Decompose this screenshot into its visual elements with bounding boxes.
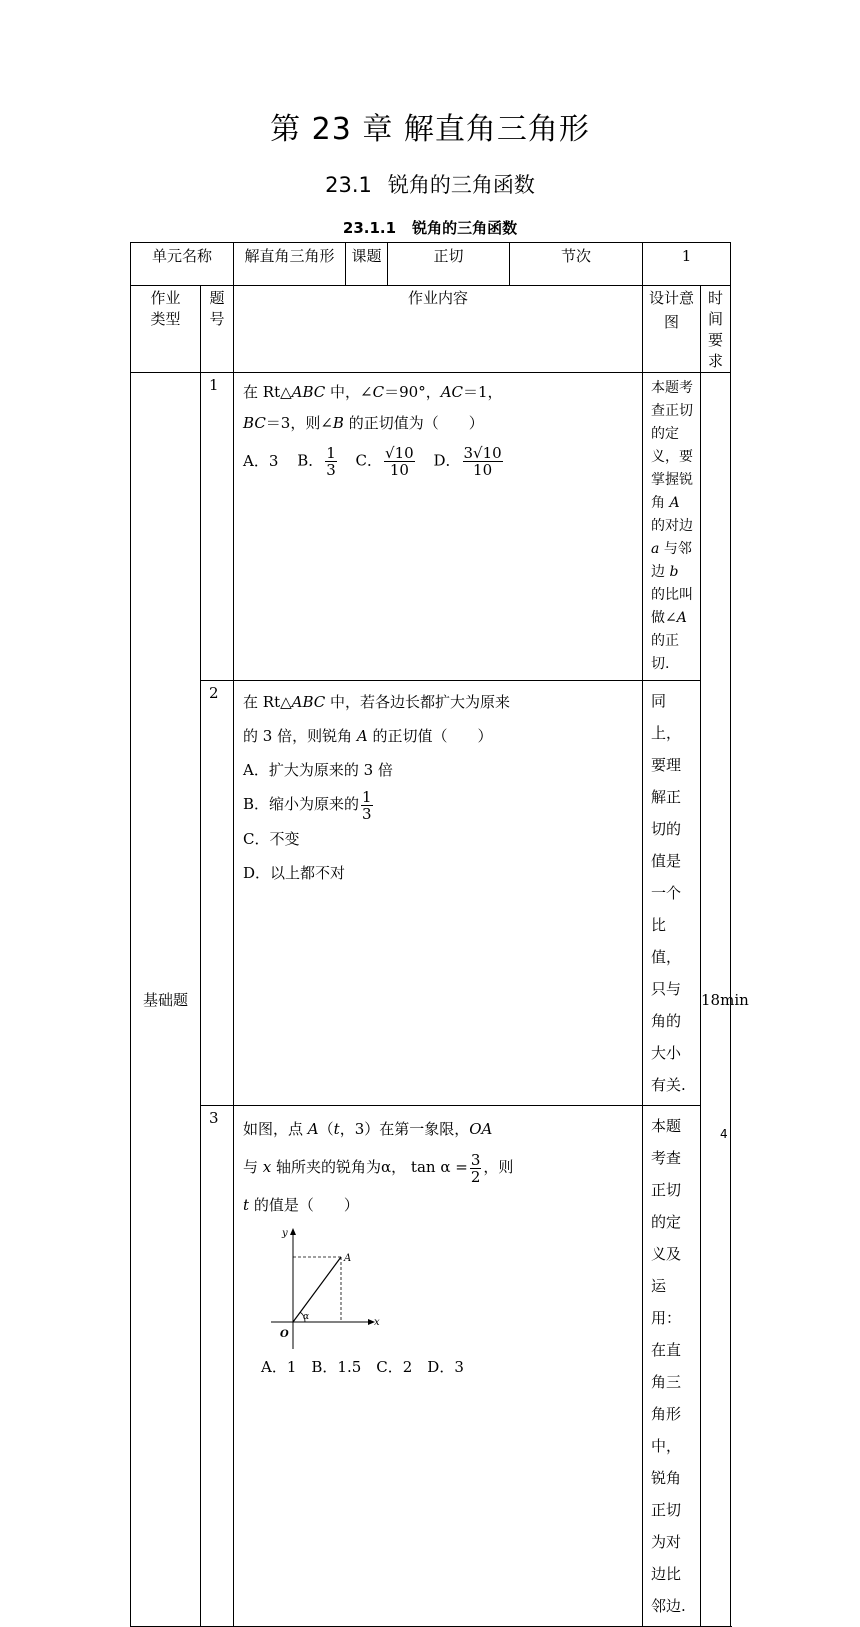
answer-options: A．1 B．1.5 C．2 D．3 (261, 1358, 464, 1376)
y-label: y (282, 1228, 288, 1239)
unit-value: 解直角三角形 (234, 243, 346, 286)
columns-row (131, 286, 731, 373)
design-intent: 本题考查正切的定义，要掌握锐角 A 的对边 a 与邻边 b 的比叫做∠A 的正切. (643, 373, 701, 681)
col-time: 时间 要求 (701, 286, 731, 373)
question-row (131, 373, 731, 681)
section-number: 23.1 (325, 173, 372, 197)
question-number: 3 (201, 1106, 234, 1627)
question-row (131, 681, 731, 1106)
subsection-title (0, 217, 860, 238)
question-content: 在 Rt△ABC 中，∠C＝90°，AC＝1， BC＝3，则∠B 的正切值为（ ） A．3 B． $\frac{1}{3}$ C． $\frac{√10}{10}$ D． $\frac{3√10}{10}$ (234, 373, 643, 681)
page-number: 4 (720, 1127, 728, 1141)
option-a: A．3 (243, 451, 279, 470)
alpha-label: α (303, 1312, 310, 1322)
fraction: $\frac{√10}{10}$ (385, 444, 414, 479)
col-type: 作业 类型 (131, 286, 201, 373)
design-intent: 同上，要理解正切的值是一个比值，只与角的大小有关. (643, 681, 701, 1106)
point-a-label: A (344, 1253, 352, 1264)
option-a: A．扩大为原来的 3 倍 (243, 761, 393, 779)
origin-label: O (280, 1329, 289, 1340)
option-d: D． (433, 451, 461, 470)
question-content: 在 Rt△ABC 中，若各边长都扩大为原来 的 3 倍，则锐角 A 的正切值（ ） A．扩大为原来的 3 倍 B．缩小为原来的 $\frac{1}{3}$ C．不变 D．以上都不对 (234, 681, 643, 1106)
topic-value: 正切 (388, 243, 510, 286)
design-intent: 本题考查正切的定义及运用：在直角三角形中，锐角正切为对边比邻边. (643, 1106, 701, 1627)
subsection-number: 23.1.1 (342, 219, 397, 237)
option-c: C． (355, 451, 383, 470)
option-d: D．以上都不对 (243, 863, 346, 882)
option-c: C．不变 (243, 829, 300, 848)
answer-options (243, 445, 634, 478)
question-number: 1 (201, 373, 234, 681)
homework-table (130, 242, 749, 1627)
lesson-label: 节次 (510, 243, 643, 286)
topic-label: 课题 (346, 243, 388, 286)
col-content: 作业内容 (234, 286, 643, 373)
x-label: x (374, 1317, 380, 1328)
question-content: 如图，点 A（t，3）在第一象限，OA 与 x 轴所夹的锐角为α， tan α = $\frac{3}{2}$ ，则 t 的值是（ ） y x A O α A．1 B．1.5 C．2 D．3 (234, 1106, 643, 1627)
time-requirement: 18min (701, 373, 731, 1627)
header-row (131, 243, 731, 286)
y-arrow (290, 1228, 296, 1235)
section-title (0, 169, 860, 199)
lesson-value: 1 (643, 243, 731, 286)
section-name: 锐角的三角函数 (387, 173, 535, 197)
question-number: 2 (201, 681, 234, 1106)
fraction: $\frac{3√10}{10}$ (463, 444, 502, 479)
coordinate-figure (261, 1224, 381, 1354)
subsection-name: 锐角的三角函数 (412, 219, 518, 237)
col-intent: 设计意图 (643, 286, 701, 373)
category-cell: 基础题 (131, 373, 201, 1627)
option-b: B． (297, 451, 324, 470)
question-row (131, 1106, 731, 1627)
unit-label: 单元名称 (131, 243, 234, 286)
fraction: $\frac{1}{3}$ (326, 444, 336, 479)
chapter-title: 第 23 章 解直角三角形 (270, 112, 590, 147)
col-number: 题 号 (201, 286, 234, 373)
option-b: B．缩小为原来的 $\frac{1}{3}$ (243, 787, 372, 823)
